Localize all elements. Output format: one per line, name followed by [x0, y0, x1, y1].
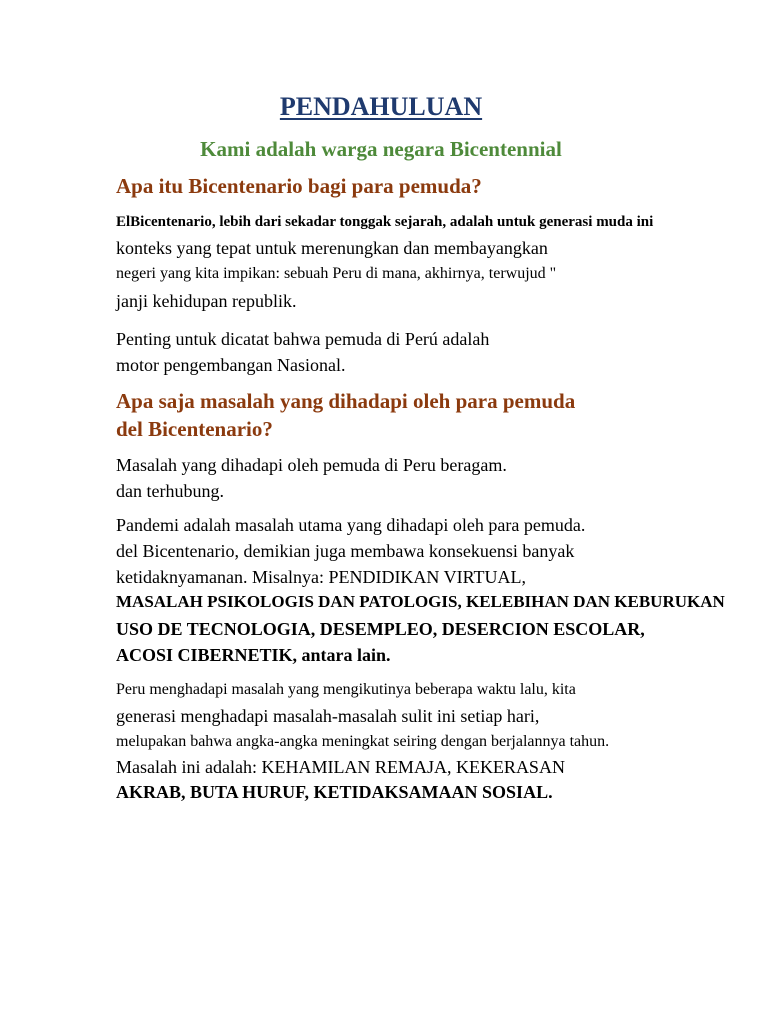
- paragraph-line-bold: USO DE TECNOLOGIA, DESEMPLEO, DESERCION ESCOLAR,: [116, 619, 645, 639]
- paragraph-line: Masalah ini adalah: KEHAMILAN REMAJA, KEKERASAN: [116, 757, 565, 777]
- paragraph-line: Penting untuk dicatat bahwa pemuda di Perú adalah: [116, 329, 490, 349]
- paragraph-line-mixed: [116, 645, 391, 666]
- page-title: PENDAHULUAN: [279, 92, 483, 121]
- section-heading-q2: Apa saja masalah yang dihadapi oleh para pemuda: [116, 389, 576, 413]
- page-subtitle: Kami adalah warga negara Bicentennial: [200, 137, 562, 161]
- paragraph-line: Peru menghadapi masalah yang mengikutinya beberapa waktu lalu, kita: [116, 681, 576, 698]
- bold-term: ACOSI CIBERNETIK,: [116, 645, 298, 665]
- paragraph-line: Masalah yang dihadapi oleh pemuda di Peru beragam.: [116, 455, 507, 475]
- paragraph-line: ketidaknyamanan. Misalnya: PENDIDIKAN VIRTUAL,: [116, 567, 527, 587]
- paragraph-line: generasi menghadapi masalah-masalah sulit ini setiap hari,: [116, 706, 540, 726]
- paragraph-line-bold: MASALAH PSIKOLOGIS DAN PATOLOGIS, KELEBIHAN DAN KEBURUKAN: [116, 592, 725, 611]
- paragraph-line-bold: AKRAB, BUTA HURUF, KETIDAKSAMAAN SOSIAL.: [116, 782, 553, 802]
- paragraph-line: Pandemi adalah masalah utama yang dihadapi oleh para pemuda.: [116, 515, 586, 535]
- paragraph-line: ElBicentenario, lebih dari sekadar tonggak sejarah, adalah untuk generasi muda ini: [116, 214, 654, 230]
- bold-term-tail: antara lain.: [297, 645, 391, 665]
- paragraph-line: konteks yang tepat untuk merenungkan dan membayangkan: [116, 238, 548, 258]
- paragraph-line: janji kehidupan republik.: [116, 291, 297, 311]
- paragraph-line: melupakan bahwa angka-angka meningkat seiring dengan berjalannya tahun.: [116, 733, 610, 750]
- section-heading-q2-cont: del Bicentenario?: [116, 417, 273, 441]
- section-heading-q1: Apa itu Bicentenario bagi para pemuda?: [116, 174, 482, 198]
- paragraph-line: del Bicentenario, demikian juga membawa konsekuensi banyak: [116, 541, 575, 561]
- paragraph-line: motor pengembangan Nasional.: [116, 355, 346, 375]
- paragraph-line: negeri yang kita impikan: sebuah Peru di mana, akhirnya, terwujud ": [116, 265, 557, 282]
- paragraph-line: dan terhubung.: [116, 481, 224, 501]
